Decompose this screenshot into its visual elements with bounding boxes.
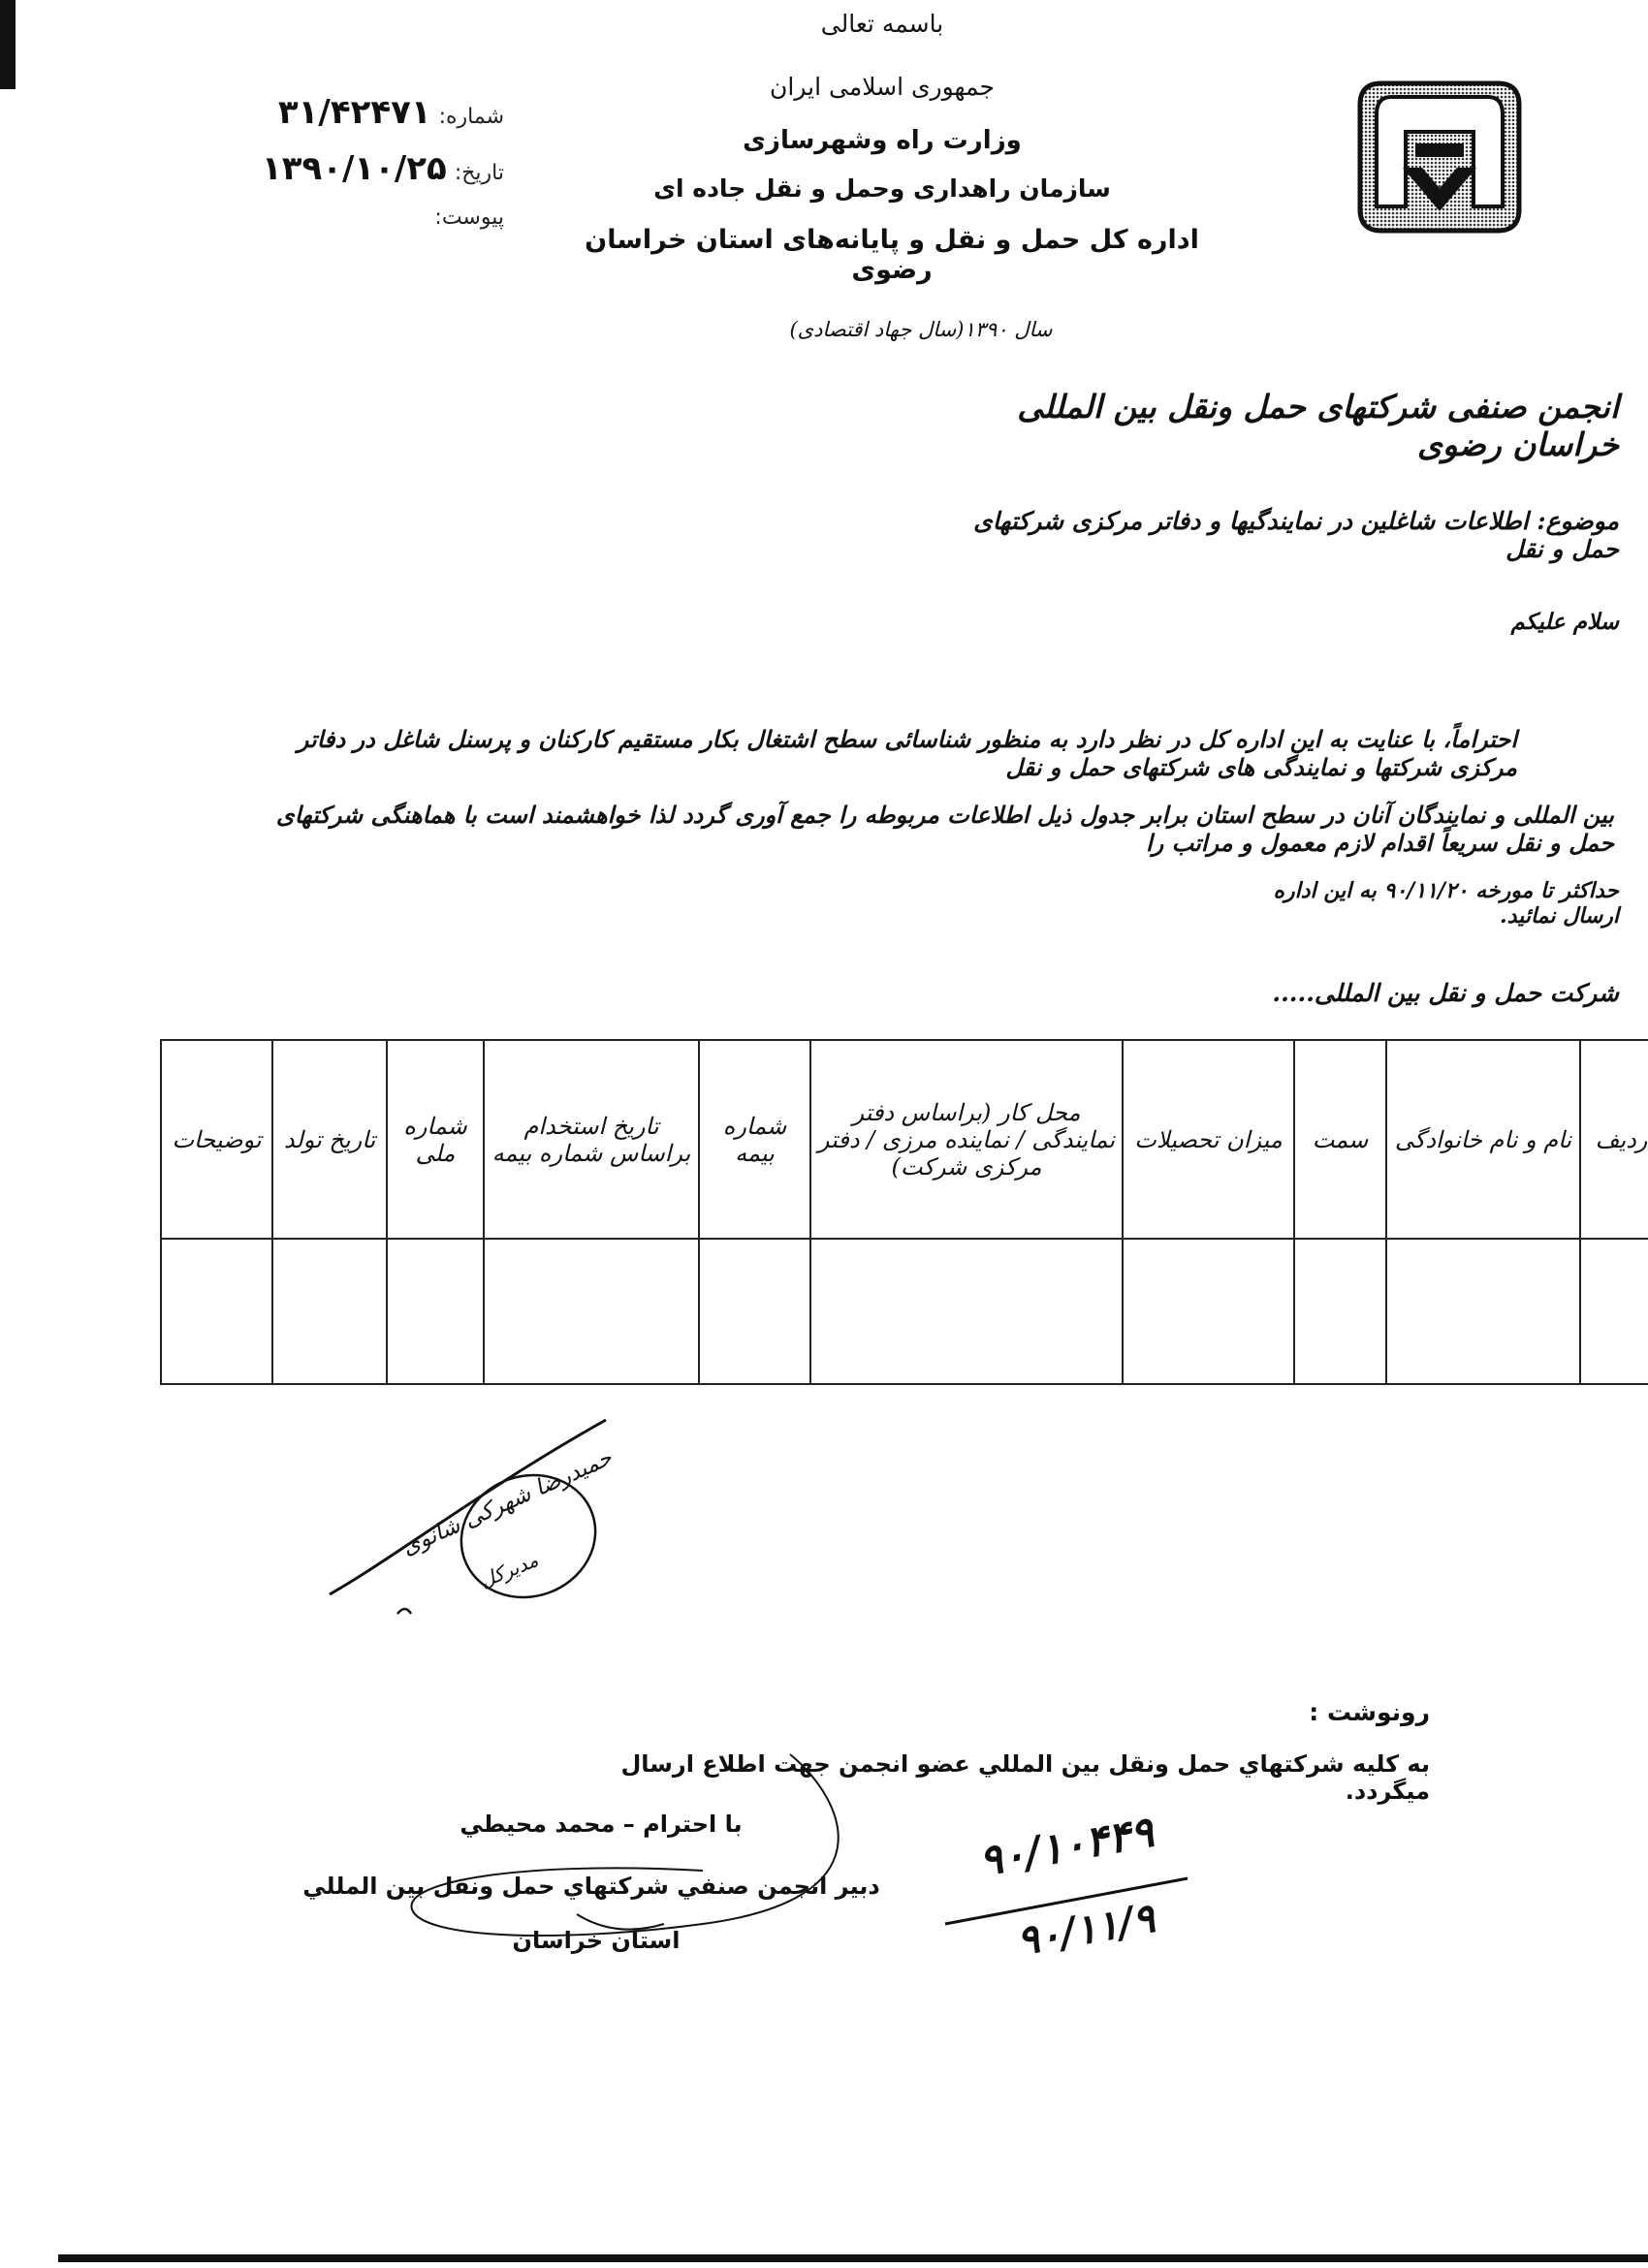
handwritten-note-line-2: ۹۰/۱۱/۹	[1013, 1893, 1158, 1966]
body-line-3: حداکثر تا مورخه ۹۰/۱۱/۲۰ به این اداره ارسال نمائید.	[1273, 878, 1619, 929]
table-header-national-id: شماره ملی	[387, 1040, 484, 1239]
letter-date-field	[223, 149, 504, 188]
letter-number-value: ۳۱/۴۲۴۷۱	[277, 93, 431, 132]
cc-label: رونوشت :	[1309, 1698, 1430, 1726]
country-name: جمهوری اسلامی ایران	[770, 73, 995, 101]
letter-number-label: شماره:	[438, 105, 504, 129]
scan-edge	[0, 0, 16, 89]
table-header-birth-date: تاریخ تولد	[272, 1040, 387, 1239]
letter-date-value: ۱۳۹۰/۱۰/۲۵	[261, 149, 447, 188]
basmala: باسمه تعالی	[820, 10, 944, 38]
table-row	[161, 1239, 1648, 1384]
signature-title: مدیرکل	[476, 1548, 542, 1592]
table-header-workplace: محل کار (براساس دفتر نمایندگی / نماینده مرزی / دفتر مرکزی شرکت)	[810, 1040, 1123, 1239]
attachment-label: پیوست:	[434, 205, 504, 230]
table-header-row	[161, 1040, 1648, 1239]
secretary-signature-scribble	[383, 1745, 906, 1953]
year-note: سال ۱۳۹۰(سال جهاد اقتصادی)	[789, 318, 1053, 341]
personnel-table	[160, 1039, 1648, 1385]
department-name: اداره کل حمل و نقل و پایانه‌های استان خراسان رضوی	[585, 225, 1199, 285]
table-header-insurance-number: شماره بیمه	[699, 1040, 810, 1239]
table-header-hire-date: تاریخ استخدام براساس شماره بیمه	[484, 1040, 699, 1239]
letter-number-field	[223, 93, 504, 132]
company-line: شرکت حمل و نقل بین المللی.....	[1272, 979, 1619, 1007]
cc-regards: با احترام – محمد محيطي	[460, 1811, 743, 1838]
organization-logo	[1352, 76, 1527, 238]
signature-name: حمیدرضا شهرکی شانوی	[397, 1445, 617, 1561]
ministry-name: وزارت راه وشهرسازی	[743, 126, 1022, 155]
subject: موضوع: اطلاعات شاغلین در نمایندگیها و دفاتر مرکزی شرکتهای حمل و نقل	[973, 507, 1619, 563]
attachment-field	[223, 205, 504, 230]
cc-secretary: دبير انجمن صنفي شركتهاي حمل ونقل بين المللي	[302, 1873, 880, 1900]
table-header-education: میزان تحصیلات	[1123, 1040, 1294, 1239]
body-line-1: احتراماً، با عنایت به این اداره کل در نظر دارد به منظور شناسائی سطح اشتغال بکار مستقیم کارکنان و پرسنل شاغل در دفاتر مرکزی شرکتها و نمایندگی های شرکتهای حمل و نقل	[297, 725, 1517, 781]
body-line-2: بین المللی و نمایندگان آنان در سطح استان برابر جدول ذیل اطلاعات مربوطه را جمع آوری گردد لذا خواهشمند است با هماهنگی شرکتهای حمل و نقل سریعاً اقدام لازم معمول و مراتب را	[275, 801, 1614, 857]
table-header-full-name: نام و نام خانوادگی	[1386, 1040, 1580, 1239]
letter-date-label: تاریخ:	[454, 161, 504, 185]
recipient: انجمن صنفی شرکتهای حمل ونقل بین المللی خراسان رضوی	[1017, 388, 1619, 463]
table-header-position: سمت	[1294, 1040, 1386, 1239]
table-header-row-number: ردیف	[1580, 1040, 1648, 1239]
scan-edge-bottom	[58, 2254, 1648, 2262]
greeting: سلام علیکم	[1510, 609, 1619, 635]
cc-text: به كليه شركتهاي حمل ونقل بين المللي عضو انجمن جهت اطلاع ارسال ميگردد.	[620, 1750, 1430, 1805]
cc-province: استان خراسان	[512, 1927, 681, 1954]
organization-name: سازمان راهداری وحمل و نقل جاده ای	[653, 174, 1111, 203]
handwritten-note-line-1: ۹۰/۱۰۴۴۹	[975, 1807, 1157, 1887]
table-header-notes: توضیحات	[161, 1040, 272, 1239]
